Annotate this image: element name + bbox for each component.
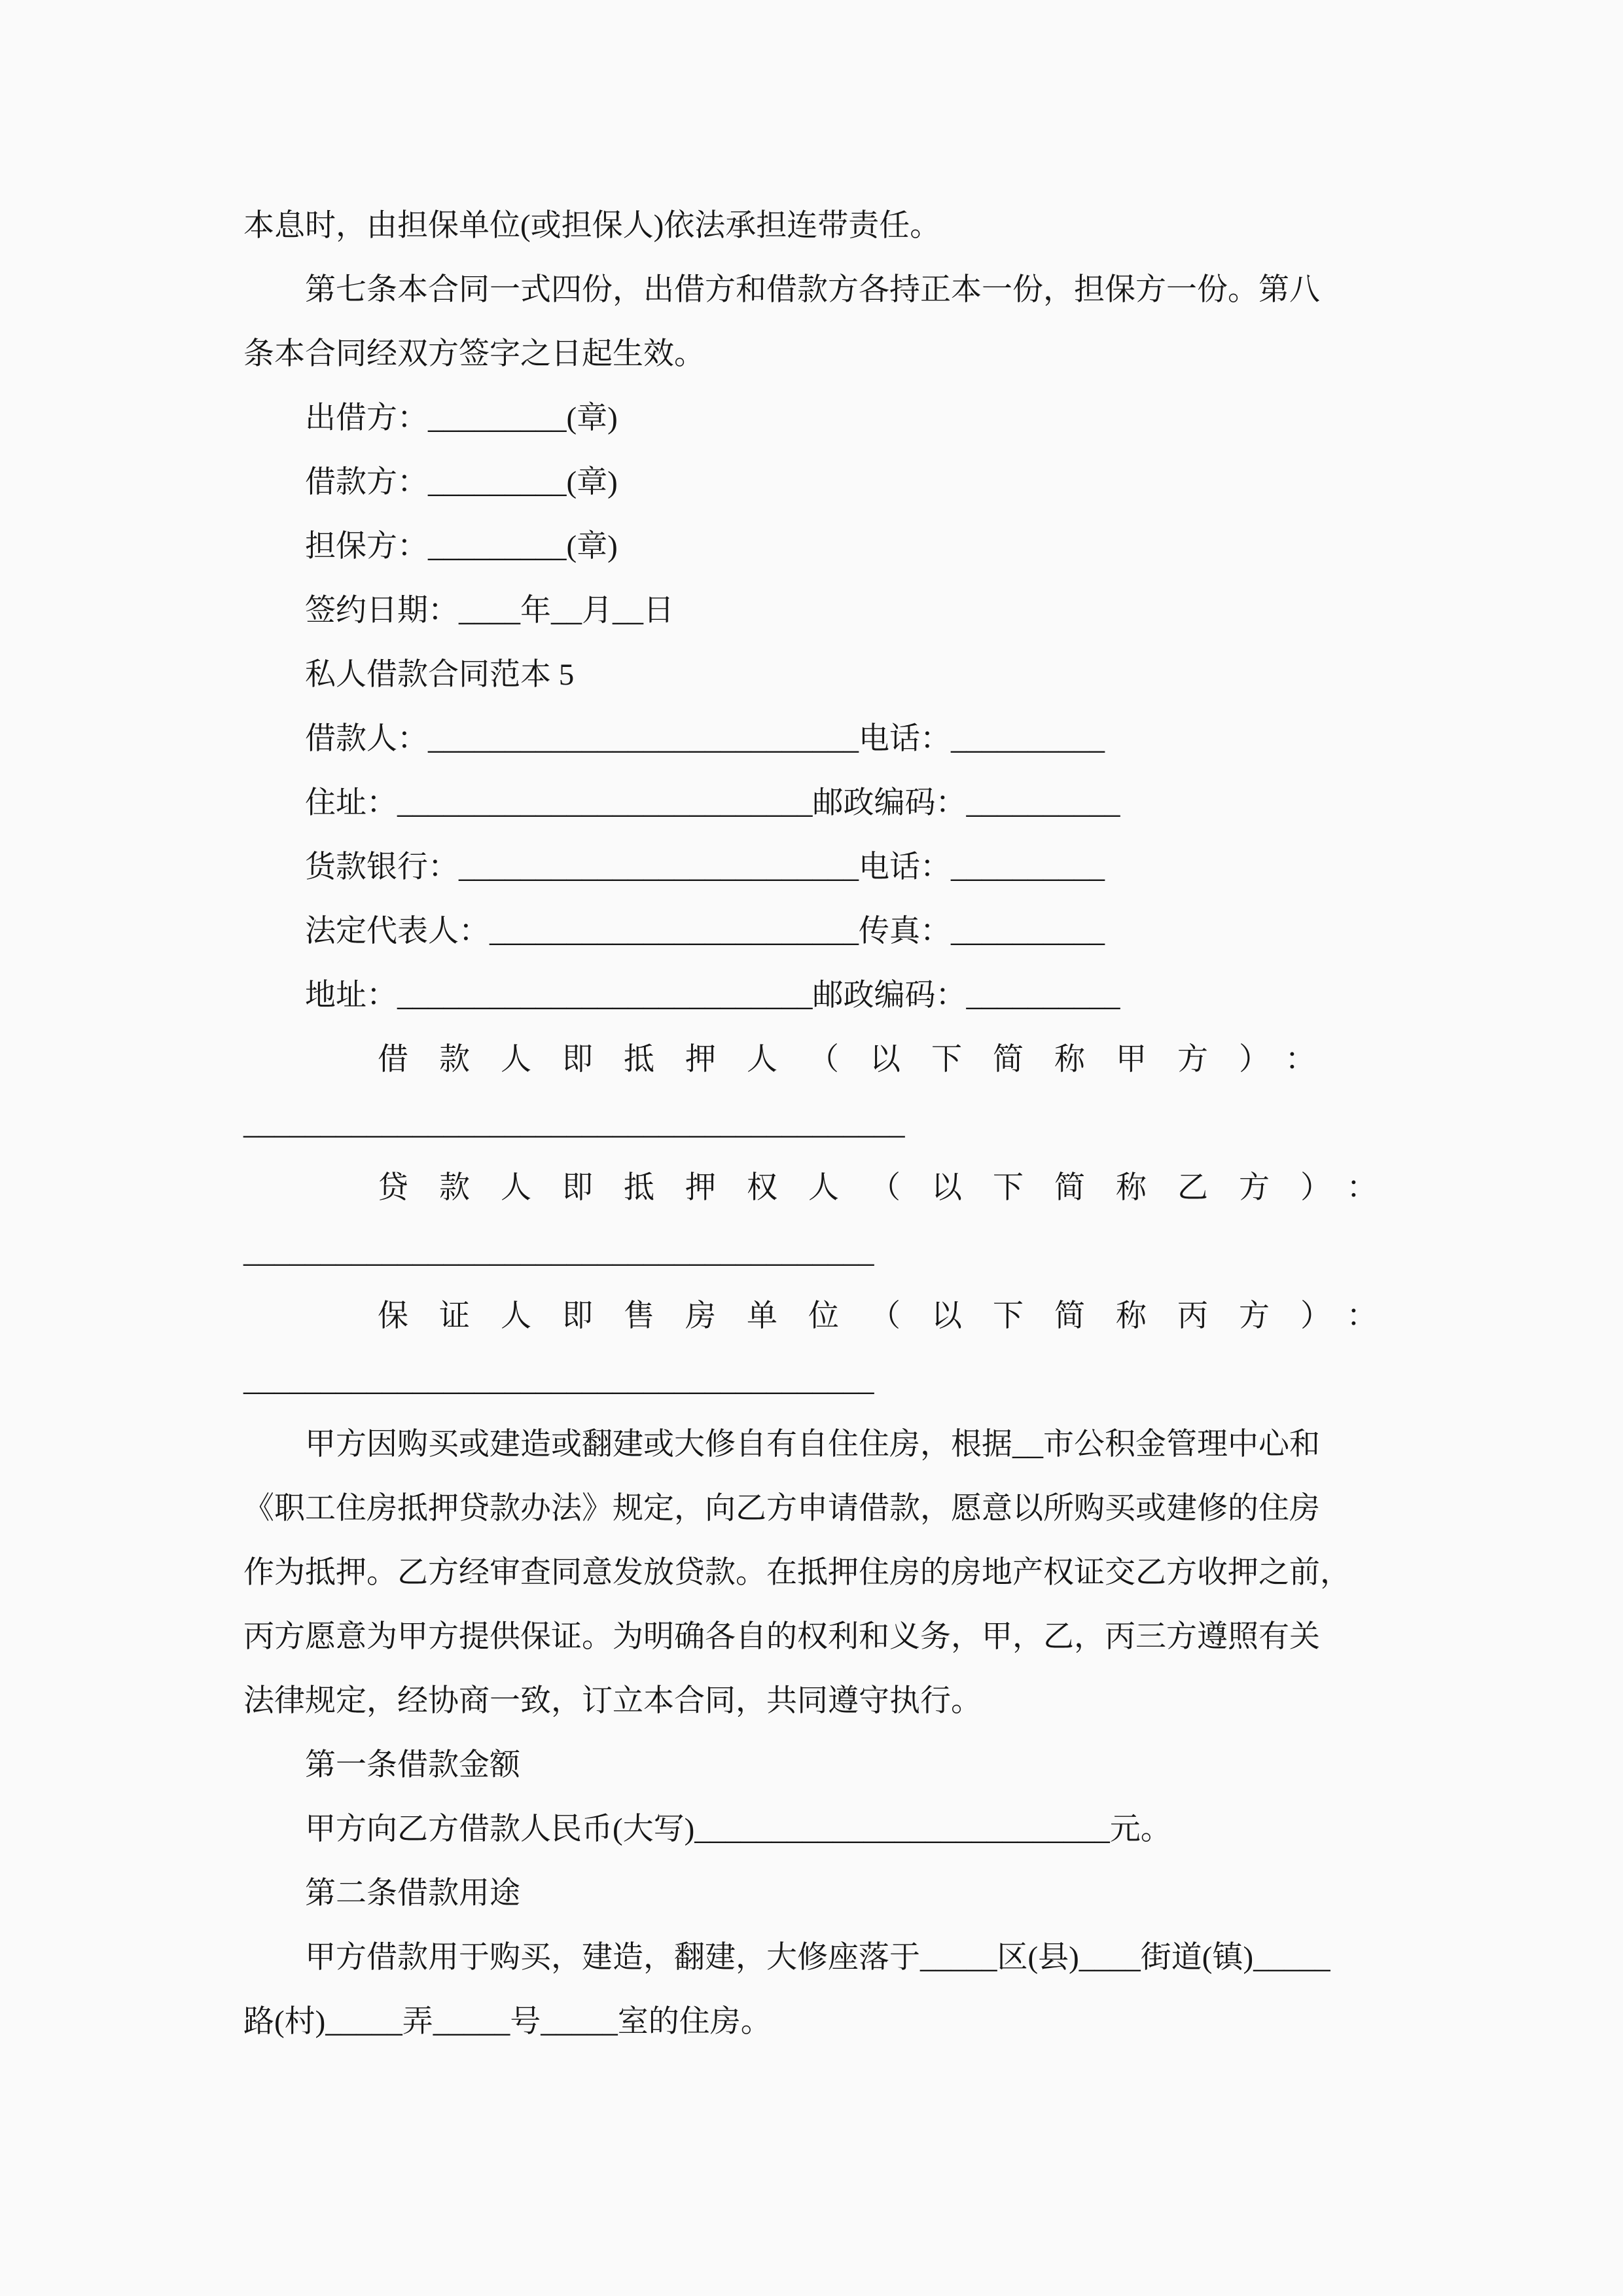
document-line: 地址：___________________________邮政编码：__________ xyxy=(305,978,1120,1013)
document-line: 住址：___________________________邮政编码：__________ xyxy=(305,786,1120,820)
document-line: 出借方：_________(章) xyxy=(305,401,618,435)
document-line: 贷款人即抵押权人（以下简称乙方）： xyxy=(378,1171,1408,1205)
document-line: 丙方愿意为甲方提供保证。为明确各自的权利和义务，甲，乙，丙三方遵照有关 xyxy=(243,1620,1320,1654)
document-line: 甲方因购买或建造或翻建或大修自有自住住房，根据__市公积金管理中心和 xyxy=(305,1427,1320,1462)
document-line: 条本合同经双方签字之日起生效。 xyxy=(243,337,705,371)
document-line: 借款人即抵押人（以下简称甲方）： xyxy=(378,1043,1347,1077)
document-line: 第一条借款金额 xyxy=(305,1748,520,1782)
document-line: 第七条本合同一式四份，出借方和借款方各持正本一份，担保方一份。第八 xyxy=(305,273,1320,307)
document-line: 《职工住房抵押贷款办法》规定，向乙方申请借款，愿意以所购买或建修的住房 xyxy=(243,1492,1320,1526)
document-line: 第二条借款用途 xyxy=(305,1876,520,1910)
document-line: 保证人即售房单位（以下简称丙方）： xyxy=(378,1299,1408,1333)
document-line: 法定代表人：________________________传真：__________ xyxy=(305,914,1105,948)
document-line: 路(村)_____弄_____号_____室的住房。 xyxy=(243,2005,772,2039)
document-line: 作为抵押。乙方经审查同意发放贷款。在抵押住房的房地产权证交乙方收押之前， xyxy=(243,1556,1351,1590)
document-line: 货款银行：__________________________电话：__________ xyxy=(305,850,1105,884)
document-line: 借款人：____________________________电话：__________ xyxy=(305,722,1105,756)
document-line: 本息时，由担保单位(或担保人)依法承担连带责任。 xyxy=(243,209,941,243)
document-line: 甲方借款用于购买，建造，翻建，大修座落于_____区(县)____街道(镇)_____ xyxy=(305,1941,1330,1975)
document-body xyxy=(243,194,1408,2054)
document-line: 签约日期：____年__月__日 xyxy=(305,594,674,628)
document-title: 私人借款合同范本 5 xyxy=(305,658,575,692)
document-line: 借款方：_________(章) xyxy=(305,465,618,499)
document-line: 法律规定，经协商一致，订立本合同，共同遵守执行。 xyxy=(243,1684,982,1718)
document-line: _________________________________________ xyxy=(243,1235,874,1269)
document-line: ___________________________________________ xyxy=(243,1107,905,1141)
document-line: 甲方向乙方借款人民币(大写)___________________________元。 xyxy=(305,1812,1171,1846)
document-line: _________________________________________ xyxy=(243,1363,874,1397)
document-line: 担保方：_________(章) xyxy=(305,529,618,564)
